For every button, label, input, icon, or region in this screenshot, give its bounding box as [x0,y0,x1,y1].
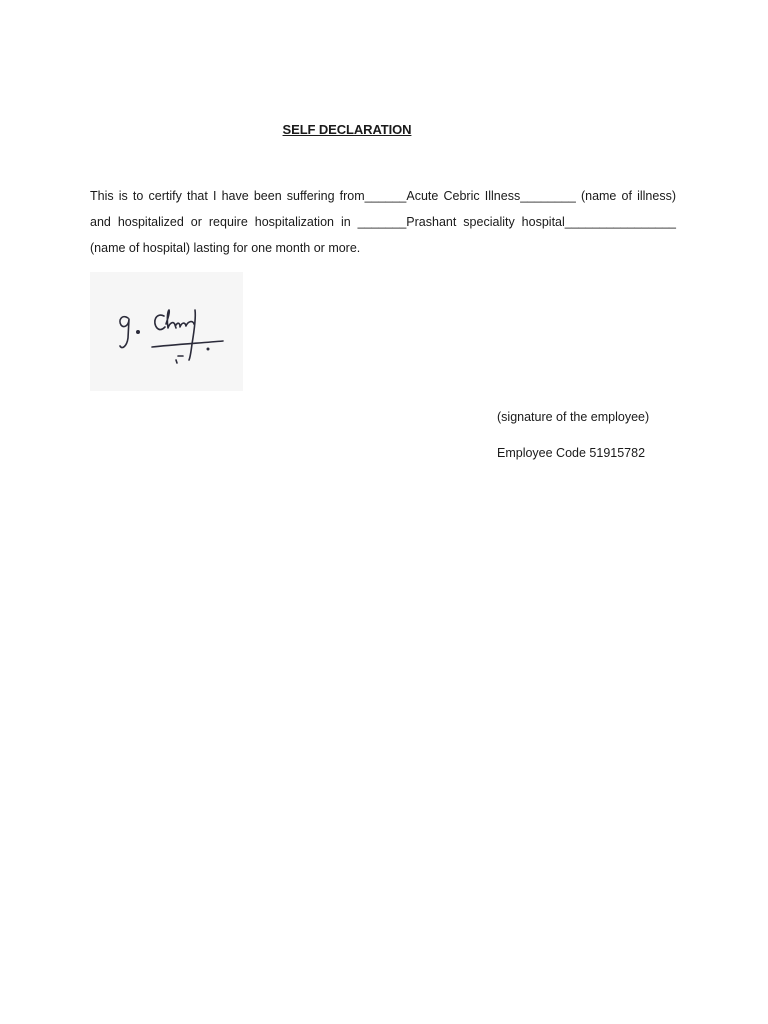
document-title: SELF DECLARATION [282,122,412,137]
declaration-paragraph: This is to certify that I have been suffering from______Acute Cebric Illness________ (name of illness) and hospitalized or require hospitalization in _______Prashant speciality hospital________________ (name of hospital) lasting for one month or more. [90,189,676,255]
signature-caption: (signature of the employee) [497,410,650,424]
employee-code: Employee Code 51915782 [497,446,646,460]
handwritten-signature [90,272,243,391]
signature-image [90,272,243,391]
